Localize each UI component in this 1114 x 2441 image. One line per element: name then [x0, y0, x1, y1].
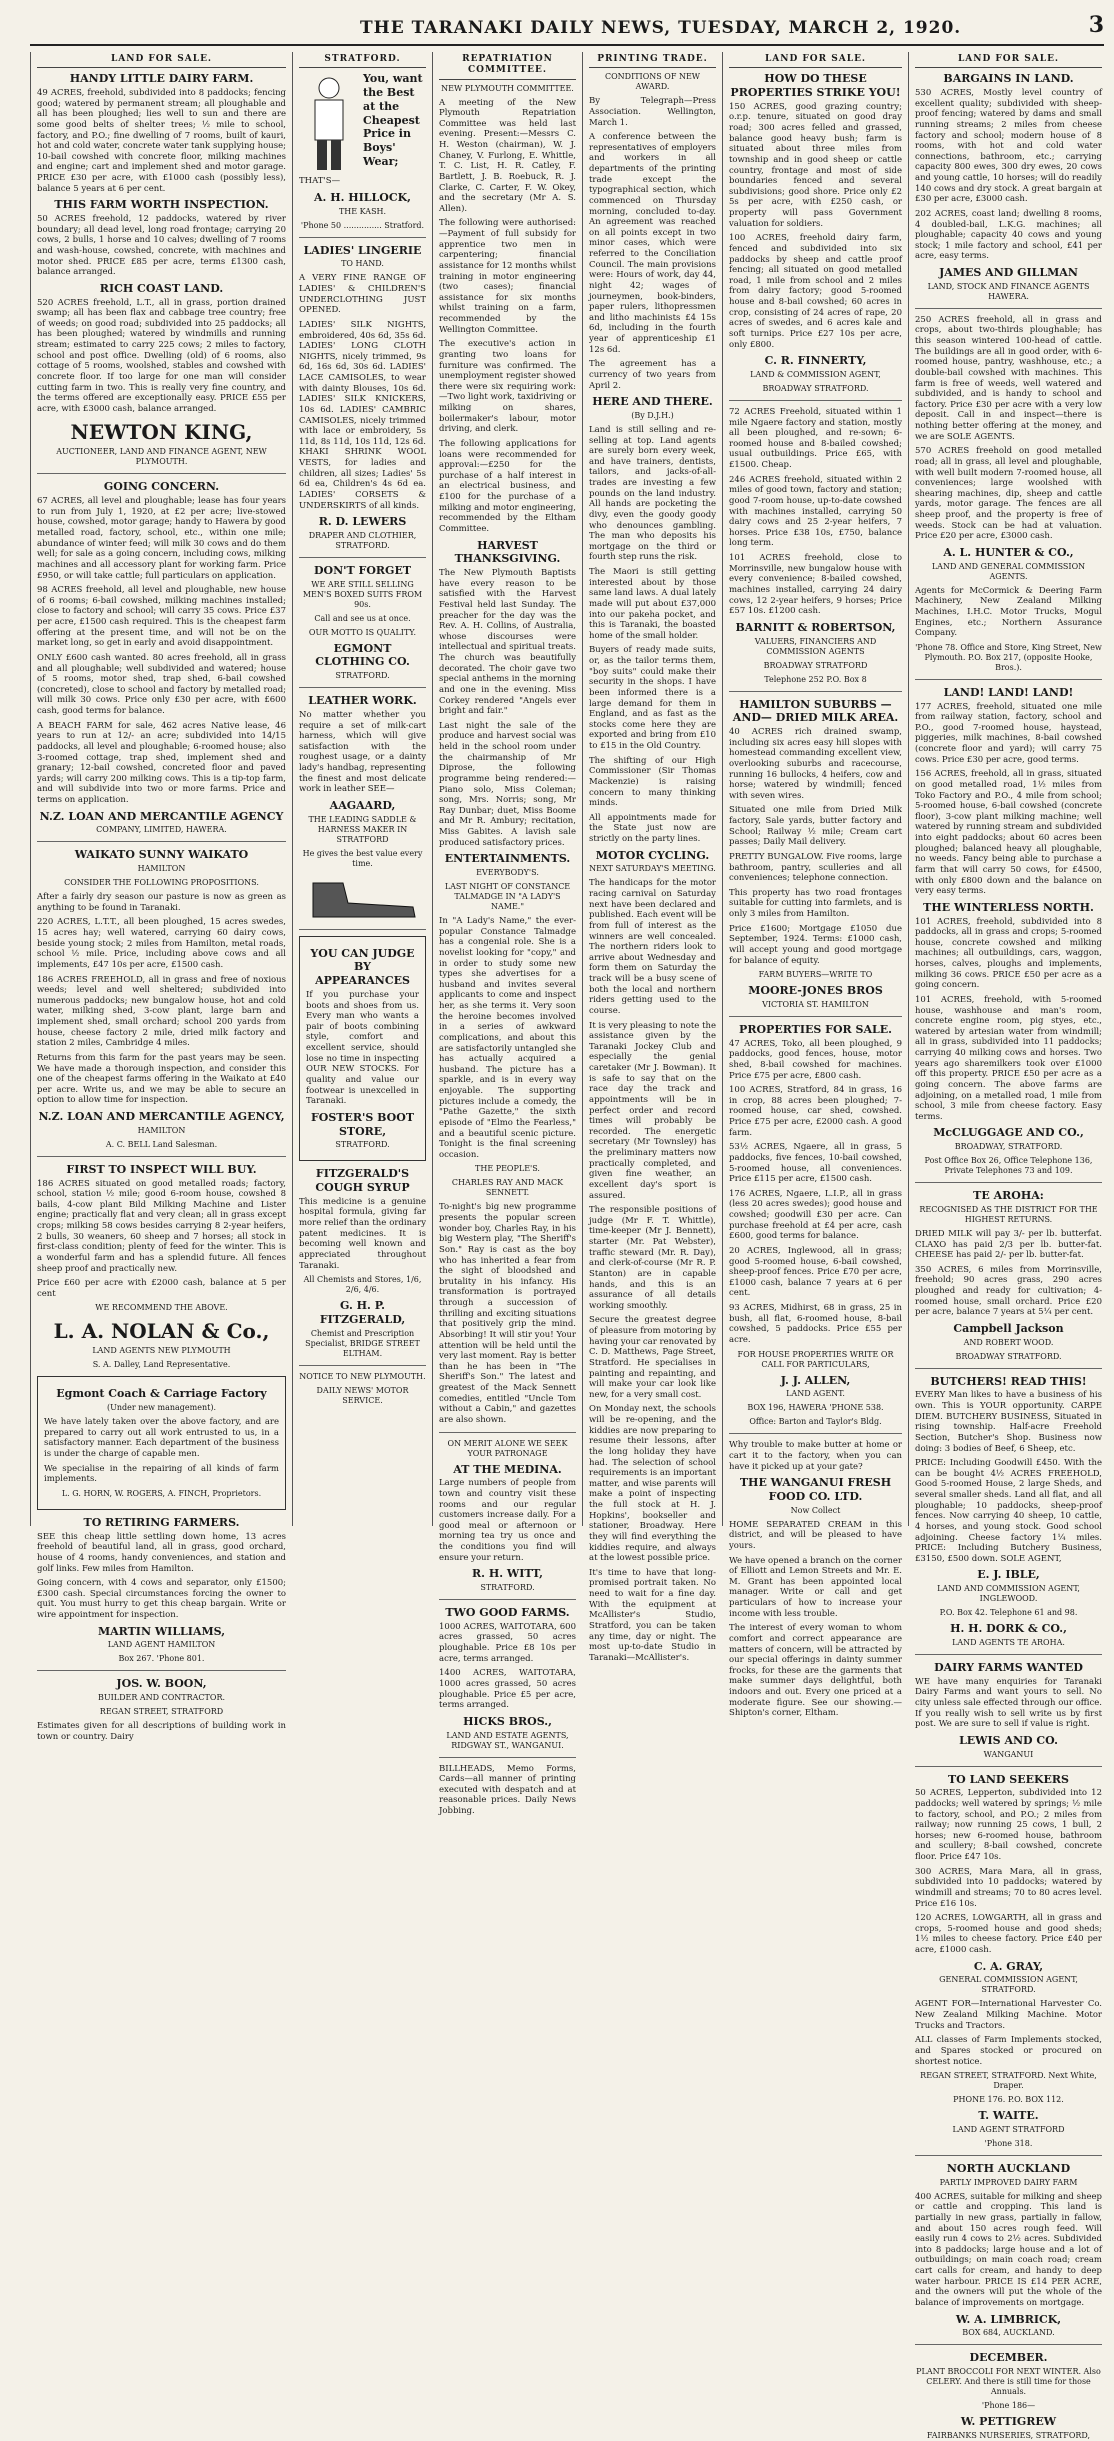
- agent-sub: BUILDER AND CONTRACTOR.: [97, 1693, 226, 1703]
- ad-names: L. G. HORN, W. ROGERS, A. FINCH, Proprietors.: [61, 1488, 262, 1498]
- ad-sub: STRATFORD.: [335, 1140, 390, 1150]
- agent-name: C. R. FINNERTY,: [764, 354, 867, 368]
- agent-sub: BROADWAY, STRATFORD.: [954, 1142, 1063, 1152]
- agent-name: A. L. HUNTER & CO.,: [943, 545, 1074, 559]
- recommendation: WE RECOMMEND THE ABOVE.: [95, 1303, 228, 1313]
- newspaper-title: THE TARANAKI DAILY NEWS, TUESDAY, MARCH 2, 1920.: [360, 18, 962, 38]
- agent-name: E. J. IBLE,: [977, 1568, 1040, 1582]
- agent-addr: VICTORIA ST. HAMILTON: [762, 999, 869, 1009]
- listing: 177 ACRES, freehold, situated one mile from railway station, factory, school and P.O., good 7-roomed house, haystead, piggeries, milk machines, 8-bail cowshed (concrete floor and yard); will carry 75 cows. Price £30 per acre, good terms.: [915, 701, 1102, 765]
- agent-sub: HAMILTON: [137, 1125, 186, 1135]
- ad-heading: YOU CAN JUDGE BY APPEARANCES: [310, 946, 415, 988]
- listing: 1000 ACRES, WAITOTARA, 600 acres grassed, 50 acres ploughable. Price £8 10s per acre, terms arranged.: [439, 1621, 576, 1664]
- ad-text: We specialise in the repairing of all kinds of farm implements.: [44, 1463, 279, 1485]
- divider: [729, 400, 902, 401]
- ad-text: Why trouble to make butter at home or cart it to the factory, when you can have it picked up at your gate?: [729, 1440, 902, 1472]
- listing: 50 ACRES freehold, 12 paddocks, watered by river boundary; all dead level, long road frontage; carrying 20 cows, 2 bulls, 1 horse and 10 calves; dwelling of 7 rooms and wash-house, cowshed, concrete, with machines and motor shed. PRICE £85 per acre, terms £1300 cash, balance arranged.: [37, 214, 286, 278]
- heading: THE WINTERLESS NORTH.: [923, 900, 1094, 914]
- boot-store-ad: [299, 936, 426, 1162]
- article-text: On Monday next, the schools will be re-opening, and the kiddies are now preparing to resume their lessons, after the long holiday they have had. The selection of school requirements is an important matter, and wise parents will make a point of inspecting the full stock at H. J. Hopkins', bookseller and stationer, Broadway. Here they will find everything the kiddies require, and always at the lowest possible price.: [589, 1404, 716, 1564]
- listing: 186 ACRES FREEHOLD, all in grass and free of noxious weeds; level and well sheltered; subdivided into numerous paddocks; new bungalow house, hot and cold water, milking shed, 3-cow plant, large barn and implement shed, small orchard; school 200 yards from house, cheese factory 2 mile, dried milk factory and station 2 miles, Cambridge 4 miles.: [37, 974, 286, 1049]
- ad-heading: TWO GOOD FARMS.: [445, 1606, 570, 1619]
- heading: DAIRY FARMS WANTED: [934, 1660, 1083, 1674]
- agent-addr: 'Phone 78. Office and Store, King Street, New Plymouth. P.O. Box 217, (opposite Hooke, Bros.).: [915, 642, 1102, 672]
- byline: (By D.J.H.): [631, 410, 674, 420]
- listing: 72 ACRES Freehold, situated within 1 mile Ngaere factory and station, mostly all been ploughed, and re-sown; 6-roomed house and 8-bailed cowshed; usual outbuildings. Price £65, with £1500. Cheap.: [729, 406, 902, 470]
- divider: [37, 841, 286, 842]
- listing: 50 ACRES, Lepperton, subdivided into 12 paddocks; well watered by springs; ½ mile to factory, school, and P.O.; 2 miles from railway; now running 25 cows, 1 bull, 2 horses; new 6-roomed house, bathroom and scullery; 8-bail cowshed, concrete floor. Price £47 10s.: [915, 1788, 1102, 1862]
- agent-rep: S. A. Dalley, Land Representative.: [92, 1360, 231, 1370]
- heading: ENTERTAINMENTS.: [444, 852, 571, 866]
- agent-name: LEWIS AND CO.: [959, 1733, 1058, 1747]
- masthead-rule: [30, 44, 1104, 46]
- listing: After a fairly dry season our pasture is now as green as anything to be found in Taranaki.: [37, 892, 286, 913]
- heading: HERE AND THERE.: [592, 395, 713, 409]
- column-4: [582, 52, 722, 1663]
- heading: PROPERTIES FOR SALE.: [739, 1022, 892, 1036]
- ad-text: BILLHEADS, Memo Forms, Cards—all manner of printing executed with despatch and at reasonable prices. Daily News Jobbing.: [439, 1763, 576, 1816]
- heading: HOW DO THESE PROPERTIES STRIKE YOU!: [730, 72, 901, 99]
- listing: 350 ACRES, 6 miles from Morrinsville, freehold; 90 acres grass, 290 acres ploughed and ready for cultivation; 4-roomed house, small orchard. Price £20 per acre, balance 7 years at 5¼ per cent.: [915, 1264, 1102, 1318]
- ad-text: LADIES' SILK NIGHTS, embroidered, 40s 6d, 35s 6d. LADIES' LONG CLOTH NIGHTS, nicely trimmed, 9s 6d, 16s 6d, 30s 6d. LADIES' LACE CAMISOLES, to wear with dainty Blouses, 10s 6d. LADIES' SILK KNICKERS, 10s 6d. LADIES' CAMBRIC CAMISOLES, nicely trimmed with lace or embroidery, 5s 11d, 8s 11d, 10s 11d, 12s 6d. KHAKI SHRINK WOOL VESTS, for ladies and children, all sizes; Ladies' 5s 6d ea, Children's 4s 6d ea. LADIES' CORSETS & UNDERSKIRTS of all kinds.: [299, 319, 426, 511]
- listing: Estimates given for all descriptions of building work in town or country. Dairy: [37, 1721, 286, 1742]
- heading: BARGAINS IN LAND.: [943, 72, 1074, 86]
- column-6: [908, 52, 1108, 2440]
- section-caption: LAND FOR SALE.: [915, 52, 1102, 68]
- ad-text: HOME SEPARATED CREAM in this district, and will be pleased to have yours.: [729, 1519, 902, 1551]
- heading-sub: LAST NIGHT OF CONSTANCE TALMADGE IN "A LADY'S NAME.": [444, 882, 571, 911]
- listing: 250 ACRES freehold, all in grass and crops, about two-thirds ploughable; has this season wintered 100-head of cattle. The buildings are all in good order, with 6-roomed house, pantry, washhouse, etc.; a double-bail cowshed with machines. This farm is free of weeds, well watered and subdivided, and is handy to school and factory. Price £30 per acre with a very low deposit. Call in and inspect—there is nothing better offering at the money, and we are SOLE AGENTS.: [915, 314, 1102, 442]
- ad-sub: DAILY NEWS' MOTOR SERVICE.: [316, 1385, 409, 1405]
- ad-text: WE ARE STILL SELLING MEN'S BOXED SUITS FROM 90s.: [302, 579, 423, 609]
- agent-sub: GENERAL COMMISSION AGENT, STRATFORD.: [939, 1975, 1078, 1995]
- heading-sub: CHARLES RAY AND MACK SENNETT.: [451, 1178, 564, 1198]
- agent-addr: BROADWAY STRATFORD.: [955, 1351, 1062, 1361]
- ad-name: R. D. LEWERS: [318, 515, 407, 529]
- agent-phone: 'Phone 318.: [984, 2138, 1033, 2148]
- agent-tel: Telephone 252 P.O. Box 8: [764, 674, 867, 684]
- agent-name: N.Z. LOAN AND MERCANTILE AGENCY,: [38, 1110, 285, 1123]
- heading: HANDY LITTLE DAIRY FARM.: [69, 72, 254, 86]
- article-text: Secure the greatest degree of pleasure from motoring by having your car renovated by C. D. Matthews, Page Street, Stratford. He specialises in painting and repainting, and will make your car look like new, for a very small cost.: [589, 1315, 716, 1400]
- article-text: The New Plymouth Baptists have every reason to be satisfied with the Harvest Festival held last Sunday. The preacher for the day was the Rev. A. H. Collins, of Australia, whose discourses were intellectual and spiritual treats. The church was beautifully decorated. The choir gave two special anthems in the morning and one in the evening. Miss Corkey rendered "Angels ever bright and fair.": [439, 568, 576, 717]
- article-text: A meeting of the New Plymouth Repatriation Committee was held last evening. Present:—Messrs C. H. Weston (chairman), W. J. Chaney, V. Furlong, E. Whittle, T. C. List, H. R. Catley, F. Bartlett, J. B. Roebuck, R. J. Clarke, C. Carter, F. W. Okey, and the secretary (Mr A. S. Allen).: [439, 97, 576, 214]
- ad-sub: (Under new management).: [107, 1403, 216, 1413]
- agent-sub: LAND AGENTS NEW PLYMOUTH: [92, 1346, 231, 1356]
- heading: MOTOR CYCLING.: [595, 848, 710, 862]
- heading: DECEMBER.: [969, 2351, 1048, 2365]
- article-text: Land is still selling and re-selling at top. Land agents are surely born every week, and have trainers, dentists, tailors, and jacks-of-all-trades are investing a few pounds on the land industry. All hands are pocketing the divy, even the goody goody who denounces gambling. The man who deposits his mortgage on the third or fourth step runs the risk.: [589, 424, 716, 563]
- ad-phone: 'Phone 50 ............... Stratford.: [300, 220, 425, 230]
- agent-sub: LAND AND GENERAL COMMISSION AGENTS.: [931, 561, 1086, 581]
- ad-text: OUR MOTTO IS QUALITY.: [308, 627, 417, 637]
- agent-office: Office: Barton and Taylor's Bldg.: [749, 1417, 882, 1427]
- agent-sub: COMPANY, LIMITED, HAWERA.: [96, 825, 227, 835]
- agent-text: ALL classes of Farm Implements stocked, and Spares stocked or procured on shortest notice.: [915, 2035, 1102, 2067]
- listing: 100 ACRES, Stratford, 84 in grass, 16 in crop, 88 acres been ploughed; 7-roomed house, car shed, cowshed. Price £75 per acre, £2000 cash. A good farm.: [729, 1085, 902, 1138]
- ad-text: PLANT BROCCOLI FOR NEXT WINTER. Also CELERY. And there is still time for those Annuals.: [916, 2367, 1101, 2396]
- listing: 49 ACRES, freehold, subdivided into 8 paddocks; fencing good; watered by permanent stream; all ploughable and all has been ploughed; lies well to sun and there are some good belts of shelter trees; ½ mile to school, factory, and P.O.; fine dwelling of 7 rooms, built of kauri, hot and cold water, concrete water tank supplying house; 10-bail cowshed with concrete floor, milking machines and engine; cart and implement shed and motor garage. PRICE £30 per acre, with £1000 cash (possibly less), balance 5 years at 6 per cent.: [37, 88, 286, 194]
- divider: [299, 929, 426, 930]
- listing: 220 ACRES, L.T.T., all been ploughed, 15 acres swedes, 15 acres hay; well watered, carrying 60 dairy cows, beside young stock; 2 miles from Hamilton, metal roads, school ½ mile. Price, including above cows and all implements, £47 10s per acre, £1500 cash.: [37, 917, 286, 970]
- listing: 150 ACRES, good grazing country; o.r.p. tenure, situated on good dray road; 300 acres felled and grassed, balance good heavy bush; farm is situated about three miles from township and in good sheep or cattle country, frontage and most of side boundaries fenced and several subdivisions; good shore. Price only £2 5s per acre, with £250 cash, or property will pass Government valuation for soldiers.: [729, 101, 902, 229]
- article-text: All appointments made for the State just now are strictly on the party lines.: [589, 812, 716, 844]
- divider: [729, 1433, 902, 1434]
- agent-sub: FAIRBANKS NURSERIES, STRATFORD,: [926, 2430, 1091, 2440]
- listing: Situated one mile from Dried Milk factory, Sale yards, butter factory and School; Railway ½ mile; Cream cart passes; Daily Mail delivery.: [729, 805, 902, 848]
- heading: TO LAND SEEKERS: [947, 1772, 1070, 1786]
- agent-name: W. PETTIGREW: [960, 2415, 1057, 2428]
- agent-sub: LAND AGENTS TE AROHA.: [952, 1637, 1065, 1647]
- listing: A BEACH FARM for sale, 462 acres Native lease, 46 years to run at 12/- an acre; subdivided into 14/15 paddocks, all level and ploughable; 6-roomed house; also 3-roomed cottage, trap shed, implement shed and granary; 12-bail cowshed, concreted floor and paved yards; will carry 200 milking cows. This is a tip-top farm, and will subdivide into two or more farms. Price and terms on application.: [37, 720, 286, 805]
- ad-heading: LADIES' LINGERIE: [303, 243, 422, 257]
- ad-sub: THE LEADING SADDLE & HARNESS MAKER IN STRATFORD: [308, 814, 417, 844]
- heading: FIRST TO INSPECT WILL BUY.: [66, 1162, 257, 1176]
- ad-text: We have opened a branch on the corner of Elliott and Lemon Streets and Mr. E. M. Grant has been appointed local manager. Write or call and get particulars of how to increase your income with less trouble.: [729, 1555, 902, 1619]
- agent-name: McCLUGGAGE AND CO.,: [933, 1126, 1084, 1140]
- listing: 120 ACRES, LOWGARTH, all in grass and crops, 5-roomed house and good sheds; 1½ miles to cheese factory. Price £40 per acre, £1000 cash.: [915, 1913, 1102, 1955]
- listing: 93 ACRES, Midhirst, 68 in grass, 25 in bush, all flat, 6-roomed house, 8-bail cowshed, 5 paddocks. Price £55 per acre.: [729, 1303, 902, 1345]
- listing: 202 ACRES, coast land; dwelling 8 rooms, 4 doubled-bail, L.K.G. machines; all ploughable; capacity 40 cows and young stock; 1 mile factory and school, £41 per acre, easy terms.: [915, 208, 1102, 262]
- listing: SEE this cheap little settling down home, 13 acres freehold of beautiful land, all in grass, good orchard, house of 4 rooms, handy conveniences, and station and golf links. Few miles from Hamilton.: [37, 1531, 286, 1574]
- divider: [915, 2344, 1102, 2345]
- divider: [37, 1670, 286, 1671]
- ad-name: AAGAARD,: [329, 798, 396, 812]
- divider: [915, 679, 1102, 680]
- coach-factory-ad: [37, 1376, 286, 1510]
- heading: THIS FARM WORTH INSPECTION.: [54, 198, 269, 212]
- article-text: The handicaps for the motor racing carnival on Saturday next have been declared and published. Each event will be from full of interest as the winners are well concealed. The northern riders look to arrive about Wednesday and form them on Saturday the track will be a busy scene of both the local and northern riders getting used to the course.: [589, 878, 716, 1016]
- heading-sub: CONDITIONS OF NEW AWARD.: [604, 72, 701, 92]
- masthead: [0, 0, 1114, 48]
- divider: [299, 237, 426, 238]
- listing: 67 ACRES, all level and ploughable; lease has four years to run from July 1, 1920, at £2 per acre; live-stowed house, cowshed, motor garage; handy to Hawera by good metalled road, factory, school, etc., within one mile; abundance of winter feed; will milk 30 cows and do them well; for sale as a going concern, including cows, milking machines and all accessory plant for working farm. Price £950, or will take cattle; full particulars on application.: [37, 496, 286, 581]
- article-text: In "A Lady's Name," the ever-popular Constance Talmadge has a congenial role. She is a novelist looking for "copy," and in order to study some new types she advertises for a husband and invites several applicants to come and inspect her, as she terms it. Very soon the heroine becomes involved in a series of awkward complications, and about this are satisfactorily untangled she has actually acquired a husband. The picture has a sparkle, and is in every way enjoyable. The supporting pictures include a comedy, the "Pathe Gazette," the sixth episode of "Elmo the Fearless," and a beautiful scenic picture. Tonight is the final screening occasion.: [439, 916, 576, 1160]
- agent-addr: REGAN STREET, STRATFORD. Next White, Draper.: [920, 2071, 1097, 2091]
- agent-name: W. A. LIMBRICK,: [955, 2312, 1062, 2326]
- agent-phone: PHONE 176. P.O. BOX 112.: [953, 2095, 1064, 2105]
- divider: [299, 1365, 426, 1366]
- ad-name: A. H. HILLOCK,: [314, 190, 411, 204]
- boy-illustration: [299, 74, 359, 174]
- listing: 400 ACRES, suitable for milking and sheep or cattle and cropping. This land is partially in new grass, partially in fallow, and about 150 acres rough feed. Will easily run 4 cows to 2½ acres. Subdivided into 8 paddocks; large house and a lot of outbuildings; on main coach road; cream cart calls for cream, and handy to deep water harbour. PRICE IS £14 PER ACRE, and the owners will put the whole of the balance of improvements on mortgage.: [915, 2191, 1102, 2308]
- article-text: The agreement has a currency of two years from April 2.: [589, 359, 716, 391]
- listing: 98 ACRES freehold, all level and ploughable, new house of 6 rooms; 6-bail cowshed, milking machines installed; close to factory and school; will carry 35 cows. Price £37 per acre, £1500 cash required. This is the cheapest farm offering at the present time, and will not be on the market long, so get in early and avoid disappointment.: [37, 585, 286, 649]
- agent-text: Agents for McCormick & Deering Farm Machinery, New Zealand Milking Machines, I.H.C. Motor Trucks, Mogul Engines, etc.; Northern Assurance Company.: [915, 585, 1102, 639]
- listing: 186 ACRES situated on good metalled roads; factory, school, station ½ mile; good 6-room house, cowshed 8 bails, 4-cow plant Bild Milking Machine and Lister engine; practically flat and very clean; all in grass except crops; milking 58 cows besides carrying 8 2-year heifers, 2 bulls, 30 weaners, 60 sheep and 7 horses; all stock in first-class condition; plenty of feed for the winter. This is a wonderful farm and has a splendid future. All fences sheep proof and practically new.: [37, 1178, 286, 1274]
- column-3: [432, 52, 582, 1816]
- ad-text: THAT'S—: [299, 176, 341, 187]
- heading-sub: NEW PLYMOUTH COMMITTEE.: [441, 83, 574, 93]
- divider: [299, 687, 426, 688]
- ad-name: FOSTER'S BOOT STORE,: [310, 1110, 415, 1138]
- article-text: The Maori is still getting interested about by those same land laws. A dual lately made will put about £37,000 into our pakeha pocket, and this is Taranaki, the boasted home of the small holder.: [589, 567, 716, 641]
- article-text: By Telegraph—Press Association. Wellington, March 1.: [589, 96, 716, 128]
- listing: 101 ACRES freehold, close to Morrinsville, new bungalow house with every convenience; 8-bailed cowshed, machines installed, carrying 24 dairy cows, 12 2-year heifers, 9 horses; Price £57 10s. £1200 cash.: [729, 553, 902, 617]
- heading: RICH COAST LAND.: [99, 281, 224, 295]
- section-caption: LAND FOR SALE.: [729, 52, 902, 68]
- ad-heading: DON'T FORGET: [313, 563, 412, 577]
- ad-text: The interest of every woman to whom comfort and correct appearance are matters of concern, will be attracted by our special offerings in dainty summer frocks, for these are the garments that make summer days delightful, both indoors and out. Every one priced at a moderate figure. See our showing.—Shipton's corner, Eltham.: [729, 1623, 902, 1719]
- heading-sub: PARTLY IMPROVED DAIRY FARM: [939, 2177, 1078, 2187]
- heading: TO RETIRING FARMERS.: [83, 1515, 240, 1529]
- ad-text: Call and see us at once.: [314, 613, 411, 623]
- agent-sub: AND ROBERT WOOD.: [963, 1337, 1054, 1347]
- agent-sub: VALUERS, FINANCIERS AND COMMISSION AGENTS: [754, 636, 877, 656]
- agent-sub: LAND AGENT STRATFORD: [952, 2124, 1065, 2134]
- divider: [299, 557, 426, 558]
- ad-heading: LEATHER WORK.: [308, 694, 417, 708]
- agent-box: Box 267. 'Phone 801.: [118, 1654, 205, 1664]
- heading: HARVEST THANKSGIVING.: [454, 538, 561, 566]
- heading: NORTH AUCKLAND: [946, 2161, 1071, 2175]
- ad-sub: STRATFORD.: [335, 671, 390, 681]
- ad-text: He gives the best value every time.: [302, 848, 423, 868]
- column-1: [30, 52, 292, 1742]
- agent-name: NEWTON KING,: [70, 420, 253, 445]
- heading: LAND! LAND! LAND!: [943, 685, 1074, 699]
- agent-name: L. A. NOLAN & Co.,: [53, 1319, 270, 1344]
- ad-sub: DRAPER AND CLOTHIER, STRATFORD.: [308, 530, 417, 550]
- agent-name: C. A. GRAY,: [973, 1959, 1044, 1973]
- agent-sub: LAND & COMMISSION AGENT,: [750, 369, 881, 379]
- listing: 530 ACRES, Mostly level country of excellent quality; subdivided with sheep-proof fencing; watered by dams and small running streams; 2 miles from cheese factory and school; modern house of 8 rooms, with hot and cold water connections, bathroom, etc.; carrying capacity 800 ewes, 300 dry ewes, 20 cows and young cattle, 10 horses; will do readily 140 cows and dry stock. A great bargain at £30 per acre, £3000 cash.: [915, 88, 1102, 205]
- ad-text: This medicine is a genuine hospital formula, giving far more relief than the ordinary patent medicines. It is becoming well known and appreciated throughout Taranaki.: [299, 1196, 426, 1271]
- agent-addr: BROADWAY STRATFORD: [763, 660, 868, 670]
- ad-name: EGMONT CLOTHING CO.: [315, 641, 410, 669]
- listing: EVERY Man likes to have a business of his own. This is YOUR opportunity. CARPE DIEM. BUTCHERY BUSINESS, Situated in rising township. Half-acre Freehold Section, Butcher's Shop. Business now doing: 3 bodies of Beef, 6 Sheep, etc.: [915, 1390, 1102, 1454]
- article-text: It's time to have that long-promised portrait taken. No need to wait for a fine day. With the equipment at McAllister's Studio, Stratford, you can be taken any time, day or night. The most up-to-date Studio in Taranaki—McAllister's.: [589, 1567, 716, 1663]
- listing: Returns from this farm for the past years may be seen. We have made a thorough inspection, and consider this one of the cheapest farms offering in the Waikato at £40 per acre. Write us, and we may be able to secure an option to allow time for inspection.: [37, 1052, 286, 1106]
- ad-sub: LAND AND ESTATE AGENTS, RIDGWAY ST., WANGANUI.: [446, 1730, 569, 1750]
- column-5: [722, 52, 908, 1719]
- agent-addr: BOX 684, AUCKLAND.: [962, 2328, 1055, 2338]
- divider: [37, 473, 286, 474]
- listing: Price £60 per acre with £2000 cash, balance at 5 per cent: [37, 1278, 286, 1299]
- ad-name: HICKS BROS.,: [463, 1714, 552, 1728]
- listing: PRETTY BUNGALOW. Five rooms, large bathroom, pantry, sculleries and all conveniences; telephone connection.: [729, 851, 902, 884]
- divider: [439, 1757, 576, 1758]
- ad-sub: THE KASH.: [338, 206, 387, 216]
- ad-name: AT THE MEDINA.: [453, 1462, 562, 1476]
- agent-sub: Now Collect: [790, 1505, 841, 1515]
- section-caption: PRINTING TRADE.: [589, 52, 716, 68]
- ad-phone: 'Phone 186—: [981, 2401, 1036, 2410]
- heading: BUTCHERS! READ THIS!: [930, 1374, 1087, 1388]
- ad-sub: TO HAND.: [341, 259, 384, 269]
- listing: 520 ACRES freehold, L.T., all in grass, portion drained swamp; all has been flax and cabbage tree country; free of weeds; on good road; subdivided into 25 paddocks; all has been ploughed; watered by windmills and running stream; estimated to carry 225 cows; 2 miles to factory, school and post office. Dwelling (old) of 6 rooms, also cottage of 5 rooms, woolshed, stables and cowshed with concrete floor. If too large for one man will consider cutting farm in two. This is really very fine country, and the terms offered are exceptionally easy. PRICE £55 per acre, with £3000 cash, balance arranged.: [37, 297, 286, 414]
- article-text: The following were authorised:—Payment of full subsidy for apprentice two men in carpentering; financial assistance for 12 months whilst training in motor engineering (two cases); financial assistance for six months whilst training on a farm, recommended by the Wellington Committee.: [439, 218, 576, 335]
- ad-text: No matter whether you require a set of milk-cart harness, which will give satisfaction with the roughest usage, or a dainty lady's handbag, representing the finest and most delicate work in leather SEE—: [299, 709, 426, 795]
- heading-sub: NEXT SATURDAY'S MEETING.: [589, 864, 716, 874]
- heading-sub: THE PEOPLE'S.: [475, 1164, 540, 1174]
- ad-heading: ON MERIT ALONE WE SEEK YOUR PATRONAGE: [447, 1438, 568, 1458]
- agent-addr: BROADWAY STRATFORD.: [762, 383, 869, 393]
- heading: TE AROHA:: [973, 1189, 1044, 1203]
- article-text: To-night's big new programme presents the popular screen wonder boy, Charles Ray, in his big Western play, "The Sheriff's Son." Ray is cast as the boy who has inherited a fear from the sight of bloodshed and brutality in his infancy. His transformation is portrayed through a succession of thrilling and exciting situations that positively grip the mind. Absorbing! It will stir you! Your attention will be held until the very last moment. Ray is better than he has been in "The Sheriff's Son." The latest and greatest of the Mack Sennett comedies, entitled "Uncle Tom without a Cabin," and gazettes are also shown.: [439, 1202, 576, 1425]
- agent-sub: LAND, STOCK AND FINANCE AGENTS HAWERA.: [927, 281, 1090, 301]
- article-text: The shifting of our High Commissioner (Sir Thomas Mackenzie) is raising concern to many thinking minds.: [589, 755, 716, 809]
- article-text: Buyers of ready made suits, or, as the tailor terms them, "boy suits" could make their security in the shops. I have been informed there is a large demand for them in England, and as fast as the stocks come here they are exported and bring from £10 to £15 in the Old Country.: [589, 645, 716, 751]
- divider: [915, 2155, 1102, 2156]
- listing: 156 ACRES, freehold, all in grass, situated on good metalled road, 1½ miles from Toko Factory and P.O., 4 mile from school; 5-roomed house, 6-bail cowshed (concrete floor), 3-cow plant milking machine; well watered by running stream and subdivided into eight paddocks; about 60 acres been ploughed; balanced heavy all ploughable, no weeds. Fancy being able to purchase a farm that will carry 50 cows, for £4500, with only £800 down and the balance on very easy terms.: [915, 769, 1102, 897]
- ad-text: All Chemists and Stores, 1/6, 2/6, 4/6.: [303, 1275, 422, 1295]
- agent-name: T. WAITE.: [978, 2109, 1039, 2123]
- article-text: The executive's action in granting two loans for furniture was confirmed. The unemployment register showed there were six requiring work:—Two light work, taxidriving or milking on shares, boilermaker's labour, motor driving, and clerk.: [439, 339, 576, 435]
- heading-sub: HAMILTON: [137, 864, 186, 874]
- listing: 101 ACRES, freehold, with 5-roomed house, washhouse and man's room, concrete engine room, pig styes, etc., watered by artesian water from windmill; all in grass, subdivided into 11 paddocks; carrying 40 milking cows and horses. Two years ago sharemilkers took over £1000 off this property. PRICE £50 per acre as a going concern. The above farms are adjoining, on a metalled road, 1 mile from school, 3 mile from cheese factory. Easy terms.: [915, 994, 1102, 1122]
- heading: WAIKATO SUNNY WAIKATO: [74, 848, 249, 862]
- listing: This property has two road frontages suitable for cutting into farmlets, and is only 3 miles from Hamilton.: [729, 887, 902, 919]
- agent-name: THE WANGANUI FRESH FOOD CO. LTD.: [739, 1476, 892, 1503]
- ad-title: Egmont Coach & Carriage Factory: [56, 1387, 267, 1401]
- agent-addr: Post Office Box 26, Office Telephone 136, Private Telephones 73 and 109.: [924, 1156, 1093, 1176]
- agent-addr: P.O. Box 42. Telephone 61 and 98.: [939, 1608, 1078, 1618]
- heading: GOING CONCERN.: [103, 480, 220, 494]
- listing: 101 ACRES, freehold, subdivided into 8 paddocks, all in grass and crops; 5-roomed house, concrete cowshed and milking machines; all outbuildings, cars, waggon, horses, calves, ploughs and implements, milking 36 cows. PRICE £50 per acre as a going concern.: [915, 916, 1102, 991]
- divider: [439, 1599, 576, 1600]
- article-text: A conference between the representatives of employers and workers in all departments of the printing trade except the typographical section, which commenced on Thursday morning, concluded to-day. An agreement was reached on all points except in two minor cases, which were referred to the Conciliation Council. The main provisions were: Hours of work, day 44, night 42; wages of journeymen, book-binders, paper rulers, lithopressmen and litho machinists £4 15s 6d, including in the fourth year of apprenticeship £1 12s 6d.: [589, 132, 716, 355]
- agent-addr: BOX 196, HAWERA 'PHONE 538.: [747, 1403, 884, 1413]
- listing: DRIED MILK will pay 3/- per lb. butterfat. CLAXO has paid 2/3 per lb. butter-fat. CHEESE has paid 2/- per lb. butter-fat.: [915, 1228, 1102, 1261]
- article-text: Last night the sale of the produce and harvest social was held in the school room under the chairmanship of Mr Diprose, the following programme being rendered:—Piano solo, Miss Coleman; song, Mrs. Norris; song, Mr Ray Dunbar; duet, Miss Boome and Mr R. Ambury; recitation, Miss Gabites. A lavish sale produced satisfactory prices.: [439, 720, 576, 848]
- listing: 300 ACRES, Mara Mara, all in grass, subdivided into 10 paddocks; watered by windmill and streams; 70 to 80 acres level. Price £16 10s.: [915, 1866, 1102, 1909]
- ad-sub: STRATFORD.: [480, 1583, 535, 1592]
- divider: [915, 1182, 1102, 1183]
- divider: [915, 1766, 1102, 1767]
- listing: 1400 ACRES, WAITOTARA, 1000 acres grassed, 50 acres ploughable. Price £5 per acre, terms arranged.: [439, 1668, 576, 1711]
- ad-heading: You, want the Best at the Cheapest Price in Boys' Wear;: [363, 72, 423, 168]
- article-text: The responsible positions of judge (Mr F. T. Whittle), time-keeper (Mr J. Bennett), starter (Mr. Pat Webster), traffic steward (Mr. R. Day), and clerk-of-course (Mr R. P. Stanton) are in capable hands, and this is an assurance of all details working smoothly.: [589, 1205, 716, 1311]
- agent-sub: WANGANUI: [983, 1749, 1034, 1759]
- listing: 40 ACRES rich drained swamp, including six acres easy hill slopes with homestead commanding excellent view, overlooking suburbs and racecourse, running 16 bullocks, 4 heifers, cow and horse; watered by windmill; fenced with seven wires.: [729, 727, 902, 801]
- ad-text: We have lately taken over the above factory, and are prepared to carry out all work entrusted to us, in a satisfactory manner. Each department of the business is under the charge of capable men.: [44, 1417, 279, 1459]
- boot-illustration: [303, 873, 423, 923]
- heading: HAMILTON SUBURBS —AND— DRIED MILK AREA.: [732, 697, 899, 725]
- section-caption: STRATFORD.: [299, 52, 426, 68]
- agent-name: JAMES AND GILLMAN: [939, 266, 1078, 279]
- divider: [729, 691, 902, 692]
- listing: 20 ACRES, Inglewood, all in grass; good 5-roomed house, 6-bail cowshed, sheep-proof fences. Price £70 per acre, £1000 cash, balance 7 years at 6 per cent.: [729, 1245, 902, 1299]
- divider: [915, 1368, 1102, 1369]
- section-caption: REPATRIATION COMMITTEE.: [439, 52, 576, 80]
- listing: ONLY £600 cash wanted. 80 acres freehold, all in grass and all ploughable; well subdivided and watered; house of 5 rooms, motor shed, trap shed, 6-bail cowshed (concreted), close to school and factory by metalled road; will milk 30 cows. Price only £30 per acre, with £600 cash, good terms for balance.: [37, 652, 286, 716]
- ad-text: A VERY FINE RANGE OF LADIES' & CHILDREN'S UNDERCLOTHING JUST OPENED.: [299, 273, 426, 316]
- listing: Price £1600; Mortgage £1050 due September, 1924. Terms: £1000 cash, will accept young and good mortgage for balance of equity.: [729, 923, 902, 966]
- agent-sub: LAND AGENT.: [786, 1389, 845, 1399]
- divider: [915, 1654, 1102, 1655]
- agent-names: A. C. BELL Land Salesman.: [105, 1139, 218, 1149]
- column-2: [292, 52, 432, 1526]
- ad-text: If you purchase your boots and shoes from us. Every man who wants a pair of boots combining style, comfort and excellent service, should lose no time in inspecting OUR NEW STOCKS. For quality and value our footwear is unexcelled in Taranaki.: [306, 989, 419, 1107]
- divider: [915, 308, 1102, 309]
- ad-name: G. H. P. FITZGERALD,: [319, 1299, 406, 1326]
- listing: 570 ACRES freehold on good metalled road; all in grass, all level and ploughable, with well built modern 7-roomed house, all conveniences; large woolshed with shearing machines, dip, sheep and cattle yards, motor garage. The fences are all sheep proof, and the property is free of weeds. Stock can be had at valuation. Price £20 per acre, £3000 cash.: [915, 446, 1102, 542]
- agent-name: MARTIN WILLIAMS,: [97, 1624, 226, 1638]
- divider: [729, 1016, 902, 1017]
- heading-sub: RECOGNISED AS THE DISTRICT FOR THE HIGHEST RETURNS.: [919, 1204, 1098, 1224]
- recommendation: FOR HOUSE PROPERTIES WRITE OR CALL FOR PARTICULARS,: [737, 1349, 894, 1369]
- listing: Going concern, with 4 cows and separator, only £1500; £300 cash. Special circumstances forcing the owner to quit. You must hurry to get this cheap bargain. Write or wire appointment for inspection.: [37, 1578, 286, 1620]
- ad-sub: Chemist and Prescription Specialist, BRIDGE STREET ELTHAM.: [305, 1328, 420, 1358]
- page-number: 3: [1088, 12, 1104, 38]
- divider: [439, 1432, 576, 1433]
- listing: PRICE: Including Goodwill £450. With the can be bought 4½ ACRES FREEHOLD, Good 5-roomed House, 2 large Sheds, and several smaller sheds. Land all flat, and all ploughable; 10 paddocks, sheep-proof fences. Now carrying 40 sheep, 10 cattle, 4 horses, and young stock. Good school adjoining. Cheese factory 1¼ miles. PRICE: Including Butchery Business, £3150, £500 down. SOLE AGENT,: [915, 1458, 1102, 1564]
- listing: 53½ ACRES, Ngaere, all in grass, 5 paddocks, five fences, 10-bail cowshed, 5-roomed house, all conveniences. Price £115 per acre, £1500 cash.: [729, 1142, 902, 1185]
- agent-sub: LAND AND COMMISSION AGENT, INGLEWOOD.: [937, 1584, 1080, 1604]
- listing: 47 ACRES, Toko, all been ploughed, 9 paddocks, good fences, house, motor shed, 8-bail cowshed for machines. Price £75 per acre, £800 cash.: [729, 1038, 902, 1081]
- listing: 176 ACRES, Ngaere, L.I.P., all in grass (less 20 acres swedes); good house and cowshed; goodwill £30 per acre. Can purchase freehold at £4 per acre, cash £600, good terms for balance.: [729, 1188, 902, 1242]
- listing: 246 ACRES freehold, situated within 2 miles of good town, factory and station; good 7-room house, up-to-date cowshed with machines installed, carrying 50 dairy cows and 25 2-year heifers, 7 horses. Price £38 10s, £750, balance long term.: [729, 474, 902, 549]
- agent-name: MOORE-JONES BROS: [748, 984, 883, 998]
- agent-name: H. H. DORK & CO.,: [950, 1622, 1067, 1636]
- agent-name: BARNITT & ROBERTSON,: [735, 620, 896, 634]
- agent-name: J. J. ALLEN,: [780, 1373, 851, 1387]
- ad-heading: FITZGERALD'S COUGH SYRUP: [315, 1167, 410, 1194]
- agent-addr: REGAN STREET, STRATFORD: [99, 1707, 224, 1717]
- ad-heading: NOTICE TO NEW PLYMOUTH.: [299, 1371, 426, 1381]
- ad-text: Large numbers of people from town and country visit these rooms and our regular customers increase daily. For a good meal or afternoon or morning tea try us once and the conditions you find will ensure your return.: [439, 1478, 576, 1563]
- divider: [37, 1156, 286, 1157]
- agent-name: JOS. W. BOON,: [116, 1677, 207, 1691]
- agent-name: Campbell Jackson: [953, 1321, 1064, 1335]
- heading-sub: CONSIDER THE FOLLOWING PROPOSITIONS.: [64, 878, 259, 888]
- ad-name: R. H. WITT,: [472, 1567, 543, 1581]
- agent-name: N.Z. LOAN AND MERCANTILE AGENCY: [39, 809, 284, 823]
- listing: 100 ACRES, freehold dairy farm, fenced and subdivided into six paddocks by sheep and cattle proof fencing; all situated on good metalled road, 1 mile from school and 2 miles from dairy factory; good 5-roomed house and 8-bail cowshed; 60 acres in crop, consisting of 24 acres of rape, 20 acres of swedes, and 6 acres kale and soft turnips. Price £27 10s per acre, only £800.: [729, 233, 902, 350]
- agent-text: AGENT FOR—International Harvester Co. New Zealand Milking Machine. Motor Trucks and Tractors.: [915, 1999, 1102, 2031]
- section-caption: LAND FOR SALE.: [37, 52, 286, 68]
- article-text: It is very pleasing to note the assistance given by the Taranaki Jockey Club and especially the genial caretaker (Mr J. Bowman). It is safe to say that on the race day the track and appointments will be in perfect order and record times will probably be recorded. The energetic secretary (Mr Townsley) has the preliminary matters now practically completed, and given fine weather, an excellent day's sport is assured.: [589, 1020, 716, 1201]
- listing: WE have many enquiries for Taranaki Dairy Farms and want yours to sell. No city unless sale effected through our office. If you really wish to sell write us by first post. We are sure to sell if value is right.: [915, 1676, 1102, 1730]
- agent-sub: LAND AGENT HAMILTON: [107, 1640, 216, 1650]
- recommendation: FARM BUYERS—WRITE TO: [758, 970, 873, 980]
- heading-sub: EVERYBODY'S.: [476, 868, 539, 877]
- article-text: The following applications for loans were recommended for approval:—£250 for the purchase of a half interest in an electrical business, and £100 for the purchase of a milking and motor engineering, recommended by the Eltham Committee.: [439, 438, 576, 534]
- agent-sub: AUCTIONEER, LAND AND FINANCE AGENT, NEW PLYMOUTH.: [56, 447, 267, 467]
